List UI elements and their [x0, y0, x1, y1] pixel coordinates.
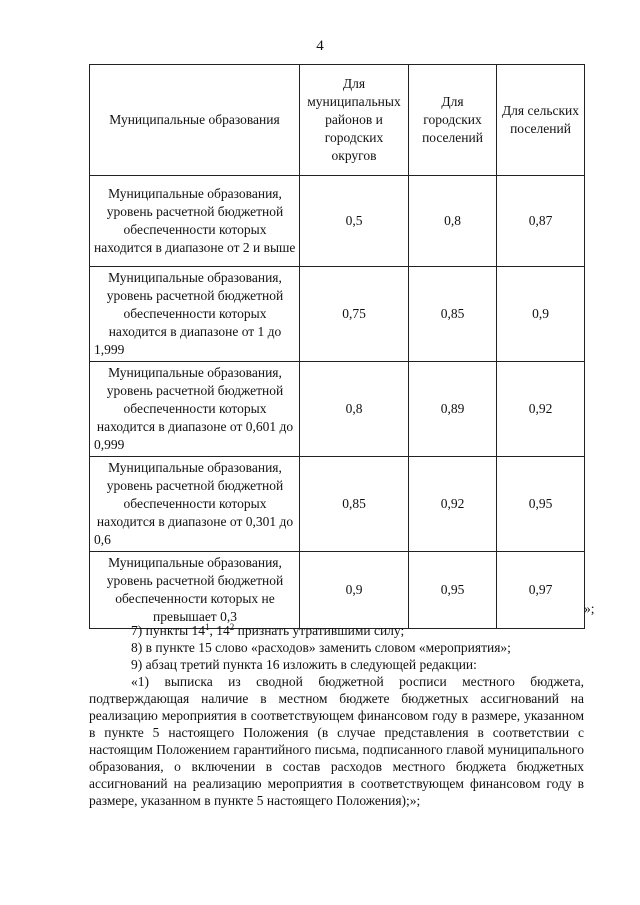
value-districts: 0,5: [300, 176, 409, 267]
table-row: [90, 267, 585, 362]
row-label: Муниципальные образования, уровень расчетной бюджетной обеспеченности которых находится в диапазоне от 0,601 до 0,999: [90, 362, 300, 457]
value-districts: 0,85: [300, 457, 409, 552]
table-row: [90, 552, 585, 629]
value-urban: 0,8: [409, 176, 497, 267]
value-rural: 0,95: [497, 457, 585, 552]
page-number: 4: [316, 38, 324, 54]
item-7-text: , 14: [209, 623, 230, 638]
value-districts: 0,75: [300, 267, 409, 362]
row-label: Муниципальные образования, уровень расчетной бюджетной обеспеченности которых не превышает 0,3: [90, 552, 300, 629]
value-rural: 0,97: [497, 552, 585, 629]
value-districts: 0,8: [300, 362, 409, 457]
row-label: Муниципальные образования, уровень расчетной бюджетной обеспеченности которых находится в диапазоне от 0,301 до 0,6: [90, 457, 300, 552]
table-header-row: [90, 65, 585, 176]
coefficient-table: [89, 64, 585, 629]
quoted-paragraph: «1) выписка из сводной бюджетной росписи местного бюджета, подтверждающая наличие в местном бюджете бюджетных ассигнований на реализацию мероприятия в соответствующем финансовом году в размере, указанном в пункте 5 настоящего Положения (в случае представления в соответствии с настоящим Положением гарантийного письма, подписанного главой муниципального образования, о включении в состав расходов местного бюджета бюджетных ассигнований на реализацию мероприятия в соответствующем финансовом году в размере, указанном в пункте 5 настоящего Положения);»;: [89, 674, 584, 808]
value-urban: 0,89: [409, 362, 497, 457]
table-row: [90, 176, 585, 267]
header-municipalities: Муниципальные образования: [90, 65, 300, 176]
table-row: [90, 457, 585, 552]
header-urban: Для городских поселений: [409, 65, 497, 176]
header-districts: Для муниципальных районов и городских округов: [300, 65, 409, 176]
value-rural: 0,92: [497, 362, 585, 457]
value-rural: 0,87: [497, 176, 585, 267]
value-urban: 0,85: [409, 267, 497, 362]
superscript: 2: [229, 622, 235, 632]
amendment-text: [89, 622, 584, 809]
value-districts: 0,9: [300, 552, 409, 629]
value-rural: 0,9: [497, 267, 585, 362]
item-8: 8) в пункте 15 слово «расходов» заменить словом «мероприятия»;: [131, 640, 511, 655]
item-7: [89, 622, 584, 639]
item-7-text: 7) пункты 14: [131, 623, 206, 638]
row-label: Муниципальные образования, уровень расчетной бюджетной обеспеченности которых находится в диапазоне от 1 до 1,999: [90, 267, 300, 362]
table-row: [90, 362, 585, 457]
value-urban: 0,95: [409, 552, 497, 629]
item-7-text: признать утратившими силу;: [234, 623, 405, 638]
superscript: 1: [205, 622, 210, 632]
item-9: 9) абзац третий пункта 16 изложить в следующей редакции:: [131, 657, 477, 672]
table-closing-quote: »;: [584, 601, 595, 616]
value-urban: 0,92: [409, 457, 497, 552]
header-rural: Для сельских поселений: [497, 65, 585, 176]
row-label: Муниципальные образования, уровень расчетной бюджетной обеспеченности которых находится в диапазоне от 2 и выше: [90, 176, 300, 267]
